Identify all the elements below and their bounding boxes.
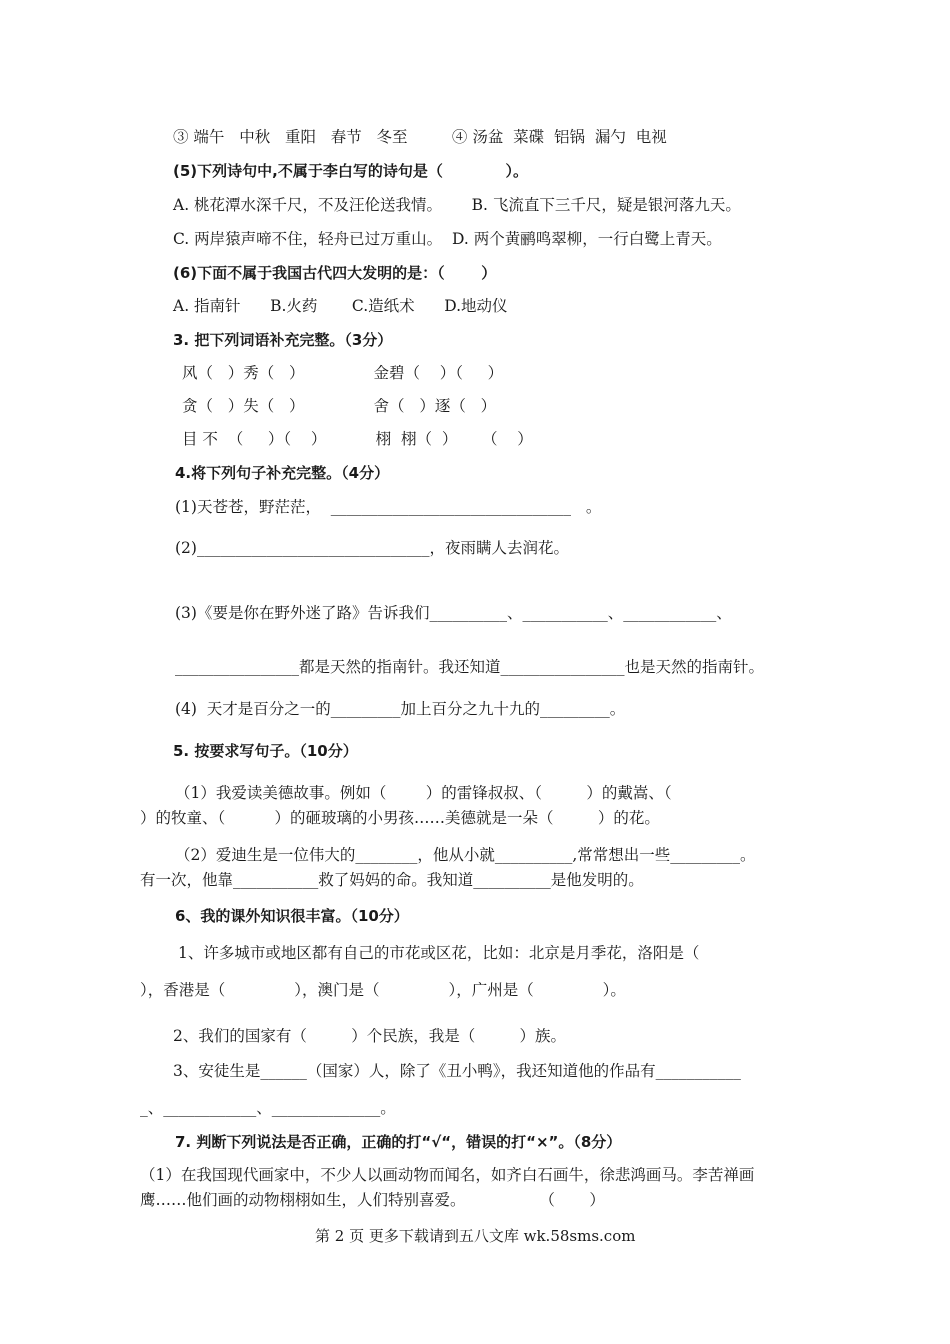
q2-6-options: A. 指南针 B.火药 C.造纸术 D.地动仪 xyxy=(173,297,508,315)
section-5-item-1-cont: ）的牧童、（ ）的砸玻璃的小男孩……美德就是一朵（ ）的花。 xyxy=(140,809,660,827)
section-5-item-2: （2）爱迪生是一位伟大的________，他从小就__________,常常想出一些_________。 xyxy=(175,846,756,864)
q2-6-heading: (6)下面不属于我国古代四大发明的是：（ ） xyxy=(173,264,497,282)
section-7-item-1-cont: 鹰……他们画的动物栩栩如生，人们特别喜爱。 （ ） xyxy=(140,1191,605,1209)
q2-5-options-cd: C. 两岸猿声啼不住，轻舟已过万重山。 D. 两个黄鹂鸣翠柳，一行白鹭上青天。 xyxy=(173,230,722,248)
section-3-row-3: 目 不 （ ）（ ） 栩 栩（ ） （ ） xyxy=(182,430,533,448)
section-4-item-1: (1)天苍苍，野茫茫， _______________________________ 。 xyxy=(175,498,602,516)
section-5-item-1: （1）我爱读美德故事。例如（ ）的雷锋叔叔、（ ）的戴嵩、（ xyxy=(175,784,672,802)
section-3-heading: 3. 把下列词语补充完整。（3分） xyxy=(173,331,393,349)
section-4-item-2: (2)______________________________，夜雨瞒人去润花。 xyxy=(175,539,569,557)
section-4-item-4: (4) 天才是百分之一的_________加上百分之九十九的_________。 xyxy=(175,700,626,718)
section-7-item-1: （1）在我国现代画家中，不少人以画动物而闻名，如齐白石画牛，徐悲鸿画马。李苦禅画 xyxy=(140,1166,755,1184)
section-3-row-1: 风（ ）秀（ ） 金碧（ ）（ ） xyxy=(182,364,504,382)
section-6-item-3-cont: _、____________、______________。 xyxy=(140,1099,396,1117)
page-footer: 第 2 页 更多下载请到五八文库 wk.58sms.com xyxy=(315,1227,636,1245)
q2-5-options-ab: A. 桃花潭水深千尺，不及汪伦送我情。 B. 飞流直下三千尺，疑是银河落九天。 xyxy=(173,196,741,214)
section-6-item-2: 2、我们的国家有（ ）个民族，我是（ ）族。 xyxy=(173,1027,567,1045)
q2-4-options-line: ③ 端午 中秋 重阳 春节 冬至 ④ 汤盆 菜碟 铝锅 漏勺 电视 xyxy=(173,128,667,146)
section-4-item-3: (3)《要是你在野外迷了路》告诉我们__________、___________、____________、 xyxy=(175,604,732,622)
section-3-row-2: 贪（ ）失（ ） 舍（ ）逐（ ） xyxy=(182,397,497,415)
section-6-item-1-cont: ），香港是（ ），澳门是（ ），广州是（ ）。 xyxy=(140,981,626,999)
section-5-heading: 5. 按要求写句子。（10分） xyxy=(173,742,358,760)
q2-5-heading: (5)下列诗句中,不属于李白写的诗句是（ ）。 xyxy=(173,162,529,180)
section-5-item-2-cont: 有一次，他靠___________救了妈妈的命。我知道__________是他发明的。 xyxy=(140,871,644,889)
section-4-item-3-cont: ________________都是天然的指南针。我还知道________________也是天然的指南针。 xyxy=(175,658,765,676)
section-6-item-1: 1、许多城市或地区都有自己的市花或区花，比如：北京是月季花，洛阳是（ xyxy=(178,944,700,962)
section-4-heading: 4.将下列句子补充完整。（4分） xyxy=(175,464,390,482)
section-6-heading: 6、我的课外知识很丰富。（10分） xyxy=(175,907,409,925)
section-6-item-3: 3、安徒生是______（国家）人，除了《丑小鸭》，我还知道他的作品有___________ xyxy=(173,1062,741,1080)
section-7-heading: 7. 判断下列说法是否正确，正确的打“√“，错误的打“×”。（8分） xyxy=(175,1133,622,1151)
